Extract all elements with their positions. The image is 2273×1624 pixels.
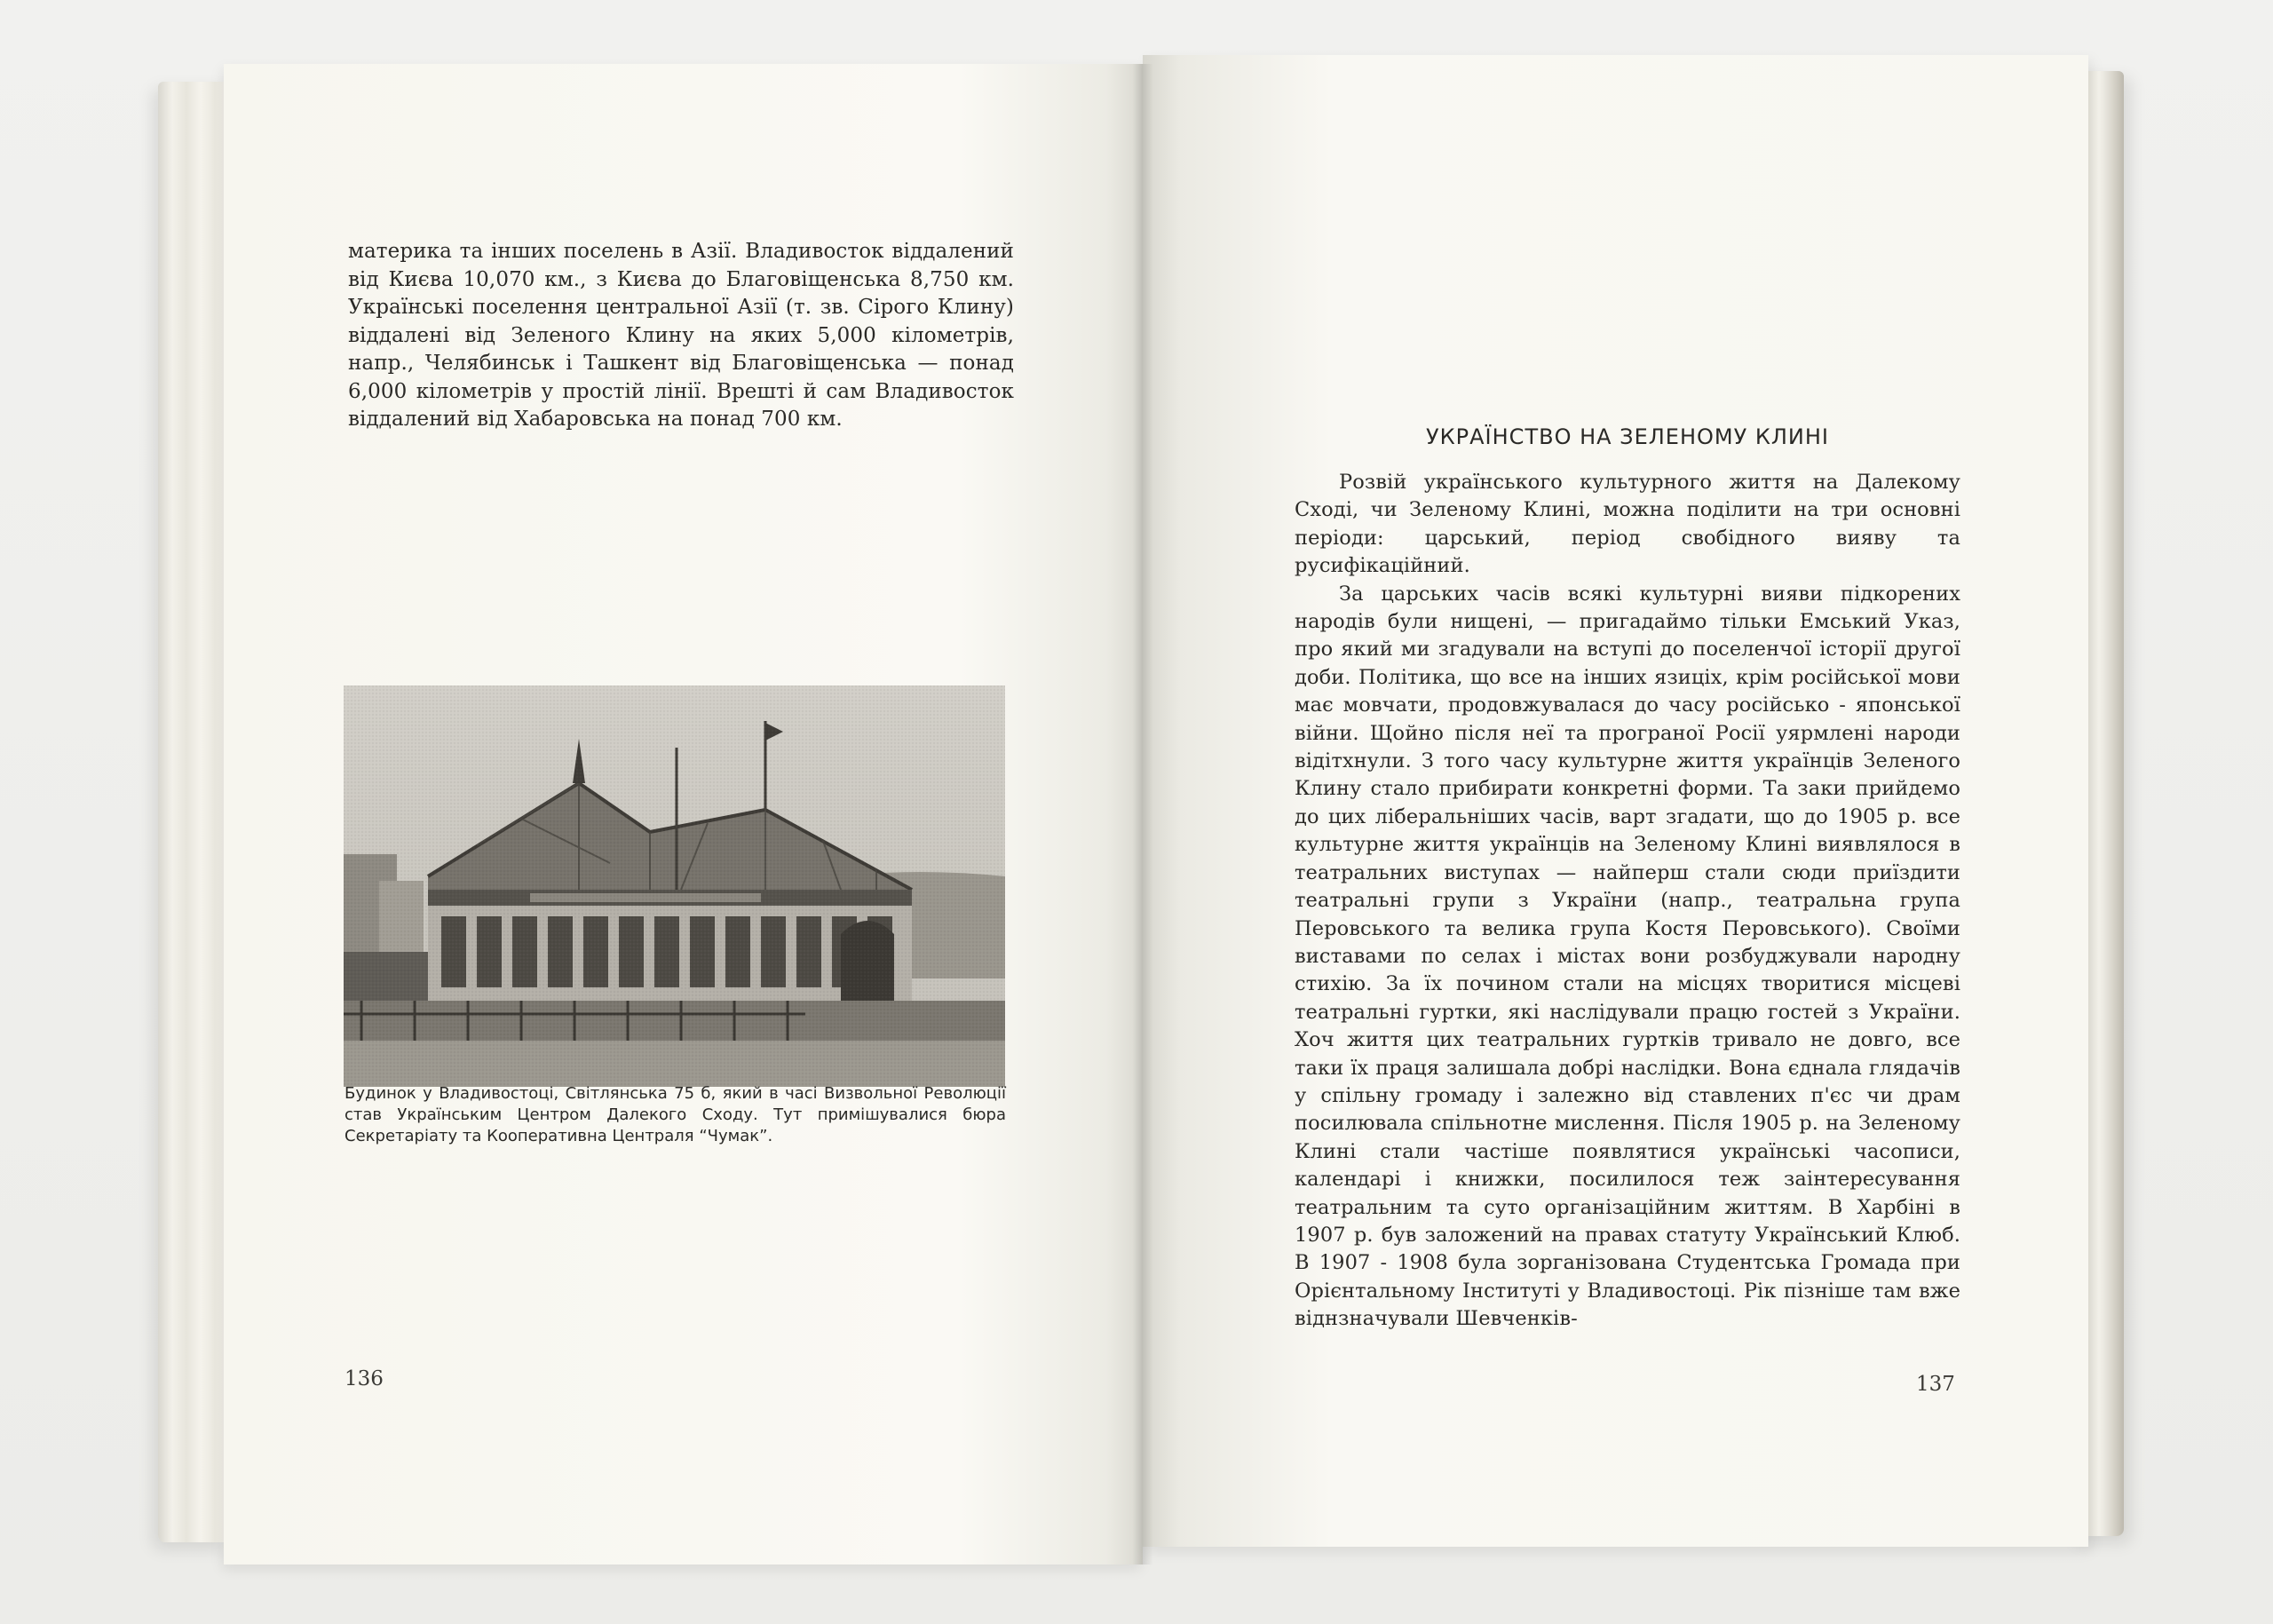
left-paragraph-text: материка та інших поселень в Азії. Владивосток віддалений від Києва 10,070 км., з Києва до Благовіщенська 8,750 км. Українські поселення центральної Азії (т. зв. Сірого Клину) віддалені від Зеленого Клину на яких 5,000 кілометрів, напр., Челябинськ і Ташкент від Благовіщенська — понад 6,000 кілометрів у простій лінії. Врешті й сам Владивосток віддалений від Хабаровська на понад 700 км. [348, 240, 1014, 431]
left-page-paragraph [348, 238, 1014, 434]
right-paragraph-1: Розвій українського культурного життя на Далекому Сході, чи Зеленому Клині, можна поділити на три основні періоди: царський, період свобідного вияву та русифікаційний. [1295, 471, 1960, 578]
section-heading: УКРАЇНСТВО НА ЗЕЛЕНОМУ КЛИНІ [1426, 424, 1829, 449]
page-number-right: 137 [1916, 1373, 1955, 1396]
building-illustration [344, 685, 1005, 1087]
photo-caption-quote: “Чумак”. [699, 1127, 773, 1145]
photo-caption-main: Будинок у Владивостоці, Світлянська 75 б, який в часі Визвольної Революції став Українським Центром Далекого Сходу. Тут примішувалися бюра Секретаріату та Кооперативна Централя [345, 1084, 1006, 1145]
book-gutter [1132, 64, 1153, 1565]
right-page-body [1295, 469, 1960, 1334]
photo-caption [345, 1083, 1006, 1147]
page-number-left: 136 [345, 1367, 384, 1390]
right-paragraph-2: За царських часів всякі культурні вияви підкорених народів були нищені, — пригадаймо тільки Емський Указ, про який ми згадували на вступі до поселенчої історії другої доби. Політика, що все на інших язиціх, крім російської мови має мовчати, продовжувалася до часу російсько - японської війни. Щойно після неї та програної Росії уярмлені народи відітхнули. З того часу культурне життя українців Зеленого Клину стало прибирати конкретні форми. Та заки прийдемо до цих ліберальніших часів, варт згадати, що до 1905 р. все культурне життя українців на Зеленому Клині виявлялося в театральних виступах — найперш стали сюди приїздити театральні групи з України (напр., театральна група Перовського та велика група Костя Перовського). Своїми виставами по селах і містах вони розбуджували народну стихію. За їх почином стали на місцях творитися місцеві театральні гуртки, які наслідували працю гостей з України. Хоч життя цих театральних гуртків тривало не довго, все таки їх праця залишала добрі наслідки. Вона єднала глядачів у спільну громаду і залежно від ставлених п'єс чи драм посилювала спільнотне мислення. Після 1905 р. на Зеленому Клині стали частіше появлятися українські часописи, календарі і книжки, посилилося теж заінтересування театральним та суто організаційним життям. В Харбіні в 1907 р. був заложений на правах статуту Український Клюб. В 1907 - 1908 була зорганізована Студентська Громада при Орієнтальному Інституті у Владивостоці. Рік пізніше там вже віднзначували Шевченків- [1295, 582, 1960, 1331]
page-stack-left [158, 82, 229, 1542]
historic-building-photo [344, 685, 1005, 1087]
